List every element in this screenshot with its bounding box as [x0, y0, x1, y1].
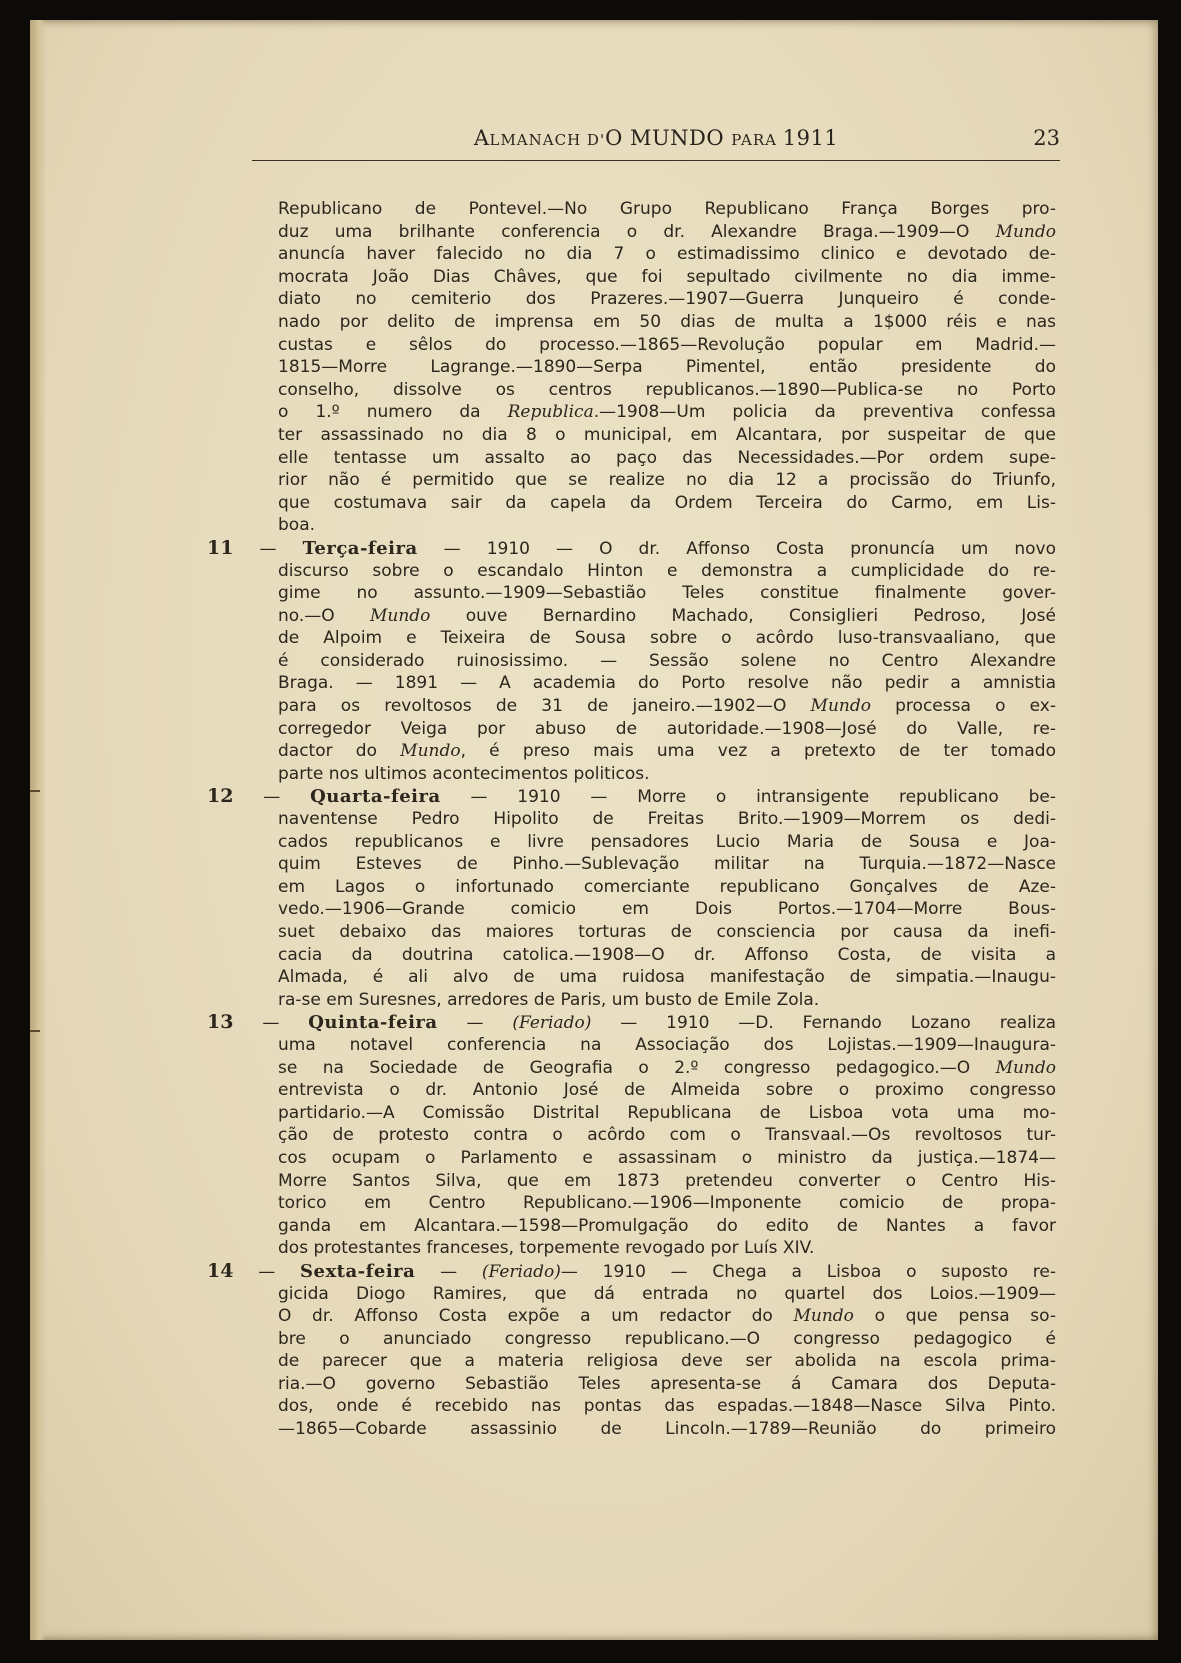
text-line — [278, 221, 1056, 244]
line-text: se na Sociedade de Geografia o 2.º congresso pedagogico.—O — [278, 1057, 996, 1078]
text-line — [278, 876, 1056, 899]
italic-text: Mundo — [370, 605, 431, 626]
title-smallcaps-1: LMANACH D' — [489, 131, 606, 149]
line-text: boa. — [278, 515, 316, 536]
line-text: — — [437, 1013, 513, 1034]
entry-first-line: 13 — Quinta-feira — (Feriado) — 1910 —D. Fernando Lozano realiza — [207, 1011, 1056, 1034]
line-text: vedo.—1906—Grande comicio em Dois Portos.—1704—Morre Bous- — [278, 899, 1056, 920]
title-smallcaps-2: PARA — [731, 131, 783, 149]
line-text: ria.—O governo Sebastião Teles apresenta-se á Camara dos Deputa- — [278, 1373, 1056, 1394]
text-line — [278, 966, 1056, 989]
page-spine-shadow — [30, 20, 46, 1640]
line-text: é considerado ruinosissimo. — Sessão solene no Centro Alexandre — [278, 650, 1056, 671]
line-text: Republicano de Pontevel.—No Grupo Republicano França Borges pro- — [278, 199, 1056, 219]
text-line — [278, 1192, 1056, 1215]
italic-text: Mundo — [793, 1306, 854, 1327]
line-text-cont: .—1908—Um policia da preventiva confessa — [593, 402, 1056, 423]
text-line — [278, 627, 1056, 650]
line-text: —1865—Cobarde assassinio de Lincoln.—1789—Reunião do primeiro — [278, 1419, 1056, 1440]
line-text: mocrata João Dias Châves, que foi sepultado civilmente no dia imme- — [278, 266, 1056, 287]
line-text: de Alpoim e Teixeira de Sousa sobre o acôrdo luso-transvaaliano, que — [278, 628, 1056, 649]
line-text: Morre Santos Silva, que em 1873 pretendeu converter o Centro His- — [278, 1170, 1056, 1191]
text-line — [278, 560, 1056, 583]
line-text-cont: ouve Bernardino Machado, Consiglieri Pedroso, José — [430, 605, 1056, 626]
entry-day-number: 11 — [207, 536, 234, 559]
text-line — [278, 921, 1056, 944]
text-line — [278, 1034, 1056, 1057]
text-line — [278, 763, 1056, 786]
line-text: dactor do — [278, 741, 401, 762]
text-line — [278, 1057, 1056, 1080]
text-line — [278, 989, 1056, 1012]
entry-weekday: Sexta-feira — [300, 1260, 416, 1282]
text-line — [278, 853, 1056, 876]
running-title — [252, 126, 1060, 150]
text-line — [278, 469, 1056, 492]
line-text: rior não é permitido que se realize no dia 12 a procissão do Triunfo, — [278, 470, 1056, 491]
text-line — [278, 1350, 1056, 1373]
text-line — [278, 605, 1056, 628]
line-text: Almada, é ali alvo de uma ruidosa manifestação de simpatia.—Inaugu- — [278, 967, 1056, 988]
text-line — [278, 718, 1056, 741]
entry-day-number: 12 — [207, 785, 234, 808]
line-text: entrevista o dr. Antonio José de Almeida sobre o proximo congresso — [278, 1080, 1056, 1101]
entry-first-line: 11 — Terça-feira — 1910 — O dr. Affonso Costa pronuncía um novo — [207, 536, 1056, 559]
line-text: bre o anunciado congresso republicano.—O congresso pedagogico é — [278, 1328, 1056, 1349]
line-text: nado por delito de imprensa em 50 dias de multa a 1$000 réis e nas — [278, 311, 1056, 332]
line-text: conselho, dissolve os centros republicanos.—1890—Publica-se no Porto — [278, 379, 1056, 400]
line-text: parte nos ultimos acontecimentos politicos. — [278, 763, 650, 784]
title-initial: A — [473, 126, 490, 150]
line-text-cont: — 1910 —D. Fernando Lozano realiza — [591, 1013, 1056, 1034]
line-text: discurso sobre o escandalo Hinton e demonstra a cumplicidade do re- — [278, 560, 1056, 581]
line-text: suet debaixo das maiores torturas de consciencia por causa da inefi- — [278, 922, 1056, 942]
entry-day-number: 13 — [207, 1011, 234, 1034]
text-line — [278, 944, 1056, 967]
line-text: em Lagos o infortunado comerciante republicano Gonçalves de Aze- — [278, 876, 1056, 897]
line-text: Braga. — 1891 — A academia do Porto resolve não pedir a amnistia — [278, 673, 1056, 694]
text-line — [278, 401, 1056, 424]
line-text: gime no assunto.—1909—Sebastião Teles constitue finalmente gover- — [278, 583, 1056, 604]
text-line — [278, 198, 1056, 221]
text-line — [278, 266, 1056, 289]
line-text: ter assassinado no dia 8 o municipal, em Alcantara, por suspeitar de que — [278, 424, 1056, 445]
line-text: no.—O — [278, 605, 370, 626]
text-line — [278, 831, 1056, 854]
line-text: ra-se em Suresnes, arredores de Paris, um busto de Emile Zola. — [278, 989, 820, 1010]
text-line — [278, 672, 1056, 695]
line-text-cont: o que pensa so- — [853, 1306, 1056, 1327]
italic-text: Republica — [507, 402, 594, 423]
line-text: elle tentasse um assalto ao paço das Necessidades.—Por ordem supe- — [278, 447, 1056, 468]
text-line — [278, 1170, 1056, 1193]
entry-weekday: Quarta-feira — [310, 786, 441, 808]
text-line — [278, 1215, 1056, 1238]
line-text: 1815—Morre Lagrange.—1890—Serpa Pimentel, então presidente do — [278, 357, 1056, 378]
text-line — [278, 1373, 1056, 1396]
text-line — [278, 334, 1056, 357]
italic-text: Mundo — [810, 696, 871, 717]
text-line — [278, 1395, 1056, 1418]
text-line — [278, 243, 1056, 266]
line-text: cacia da doutrina catolica.—1908—O dr. Affonso Costa, de visita a — [278, 944, 1056, 965]
line-text: anuncía haver falecido no dia 7 o estimadissimo clinico e devotado de- — [278, 244, 1056, 265]
text-line — [278, 1124, 1056, 1147]
text-line — [278, 311, 1056, 334]
text-line — [278, 514, 1056, 537]
entry-first-line: 14 — Sexta-feira — (Feriado)— 1910 — Chega a Lisboa o suposto re- — [207, 1259, 1056, 1282]
text-line — [278, 740, 1056, 763]
line-text: dos, onde é recebido nas pontas das espadas.—1848—Nasce Silva Pinto. — [278, 1396, 1056, 1417]
text-line — [278, 1418, 1056, 1441]
text-line — [278, 808, 1056, 831]
text-line — [278, 1147, 1056, 1170]
text-line — [278, 695, 1056, 718]
line-text: duz uma brilhante conferencia o dr. Alexandre Braga.—1909—O — [278, 221, 996, 242]
text-line — [278, 1102, 1056, 1125]
text-line — [278, 379, 1056, 402]
line-text: custas e sêlos do processo.—1865—Revolução popular em Madrid.— — [278, 334, 1056, 355]
line-text: O dr. Affonso Costa expõe a um redactor do — [278, 1306, 794, 1327]
line-text-cont: — 1910 — Chega a Lisboa o suposto re- — [560, 1261, 1056, 1282]
text-line — [278, 898, 1056, 921]
title-year: 1911 — [782, 126, 839, 150]
line-text: ção de protesto contra o acôrdo com o Transvaal.—Os revoltosos tur- — [278, 1125, 1056, 1146]
line-text: de parecer que a materia religiosa deve ser abolida na escola prima- — [278, 1351, 1056, 1372]
italic-text: Mundo — [995, 221, 1056, 242]
text-line — [278, 447, 1056, 470]
running-header — [252, 104, 1060, 161]
line-text: uma notavel conferencia na Associação dos Lojistas.—1909—Inaugura- — [278, 1034, 1056, 1055]
italic-text: Mundo — [995, 1057, 1056, 1078]
italic-text: (Feriado) — [512, 1013, 592, 1034]
line-text: cados republicanos e livre pensadores Lucio Maria de Sousa e Joa- — [278, 831, 1056, 852]
entry-weekday: Quinta-feira — [308, 1012, 438, 1034]
text-line — [278, 1283, 1056, 1306]
line-text: — 1910 — O dr. Affonso Costa pronuncía um novo — [417, 538, 1056, 559]
line-text: dos protestantes franceses, torpemente revogado por Luís XIV. — [278, 1238, 815, 1259]
line-text: cos ocupam o Parlamento e assassinam o ministro da justiça.—1874— — [278, 1147, 1056, 1168]
line-text: para os revoltosos de 31 de janeiro.—1902—O — [278, 696, 811, 717]
line-text: ganda em Alcantara.—1598—Promulgação do edito de Nantes a favor — [278, 1215, 1056, 1236]
text-line — [278, 582, 1056, 605]
italic-text: Mundo — [400, 741, 461, 762]
line-text-cont: , é preso mais uma vez a pretexto de ter tomado — [460, 741, 1056, 762]
margin-ink-mark — [30, 790, 40, 792]
text-line — [278, 1328, 1056, 1351]
line-text: gicida Diogo Ramires, que dá entrada no quartel dos Loios.—1909— — [278, 1283, 1056, 1304]
line-text: — 1910 — Morre o intransigente republicano be- — [440, 787, 1056, 808]
book-page — [30, 20, 1158, 1640]
text-line — [278, 288, 1056, 311]
line-text: torico em Centro Republicano.—1906—Imponente comicio de propa- — [278, 1193, 1056, 1214]
margin-ink-mark — [30, 1030, 40, 1032]
title-mundo: O MUNDO — [605, 126, 732, 150]
line-text: que costumava sair da capela da Ordem Terceira do Carmo, em Lis- — [278, 492, 1056, 513]
text-line — [278, 424, 1056, 447]
entry-day-number: 14 — [207, 1259, 234, 1282]
entry-first-line: 12 — Quarta-feira — 1910 — Morre o intransigente republicano be- — [207, 785, 1056, 808]
italic-text: (Feriado) — [481, 1261, 561, 1282]
text-line — [278, 1305, 1056, 1328]
text-line — [278, 1237, 1056, 1260]
line-text: diato no cemiterio dos Prazeres.—1907—Guerra Junqueiro é conde- — [278, 289, 1056, 310]
line-text: partidario.—A Comissão Distrital Republicana de Lisboa vota uma mo- — [278, 1102, 1056, 1123]
line-text: o 1.º numero da — [278, 402, 508, 423]
entry-weekday: Terça-feira — [302, 537, 418, 559]
almanac-text-body — [207, 198, 1056, 1441]
text-line — [278, 492, 1056, 515]
text-line — [278, 1079, 1056, 1102]
page-number: 23 — [1033, 126, 1060, 150]
line-text: naventense Pedro Hipolito de Freitas Brito.—1909—Morrem os dedi- — [278, 809, 1056, 830]
line-text-cont: processa o ex- — [870, 696, 1056, 717]
text-line — [278, 650, 1056, 673]
text-line — [278, 356, 1056, 379]
line-text: — — [415, 1261, 482, 1282]
line-text: corregedor Veiga por abuso de autoridade.—1908—José do Valle, re- — [278, 718, 1056, 739]
line-text: quim Esteves de Pinho.—Sublevação militar na Turquia.—1872—Nasce — [278, 854, 1056, 875]
